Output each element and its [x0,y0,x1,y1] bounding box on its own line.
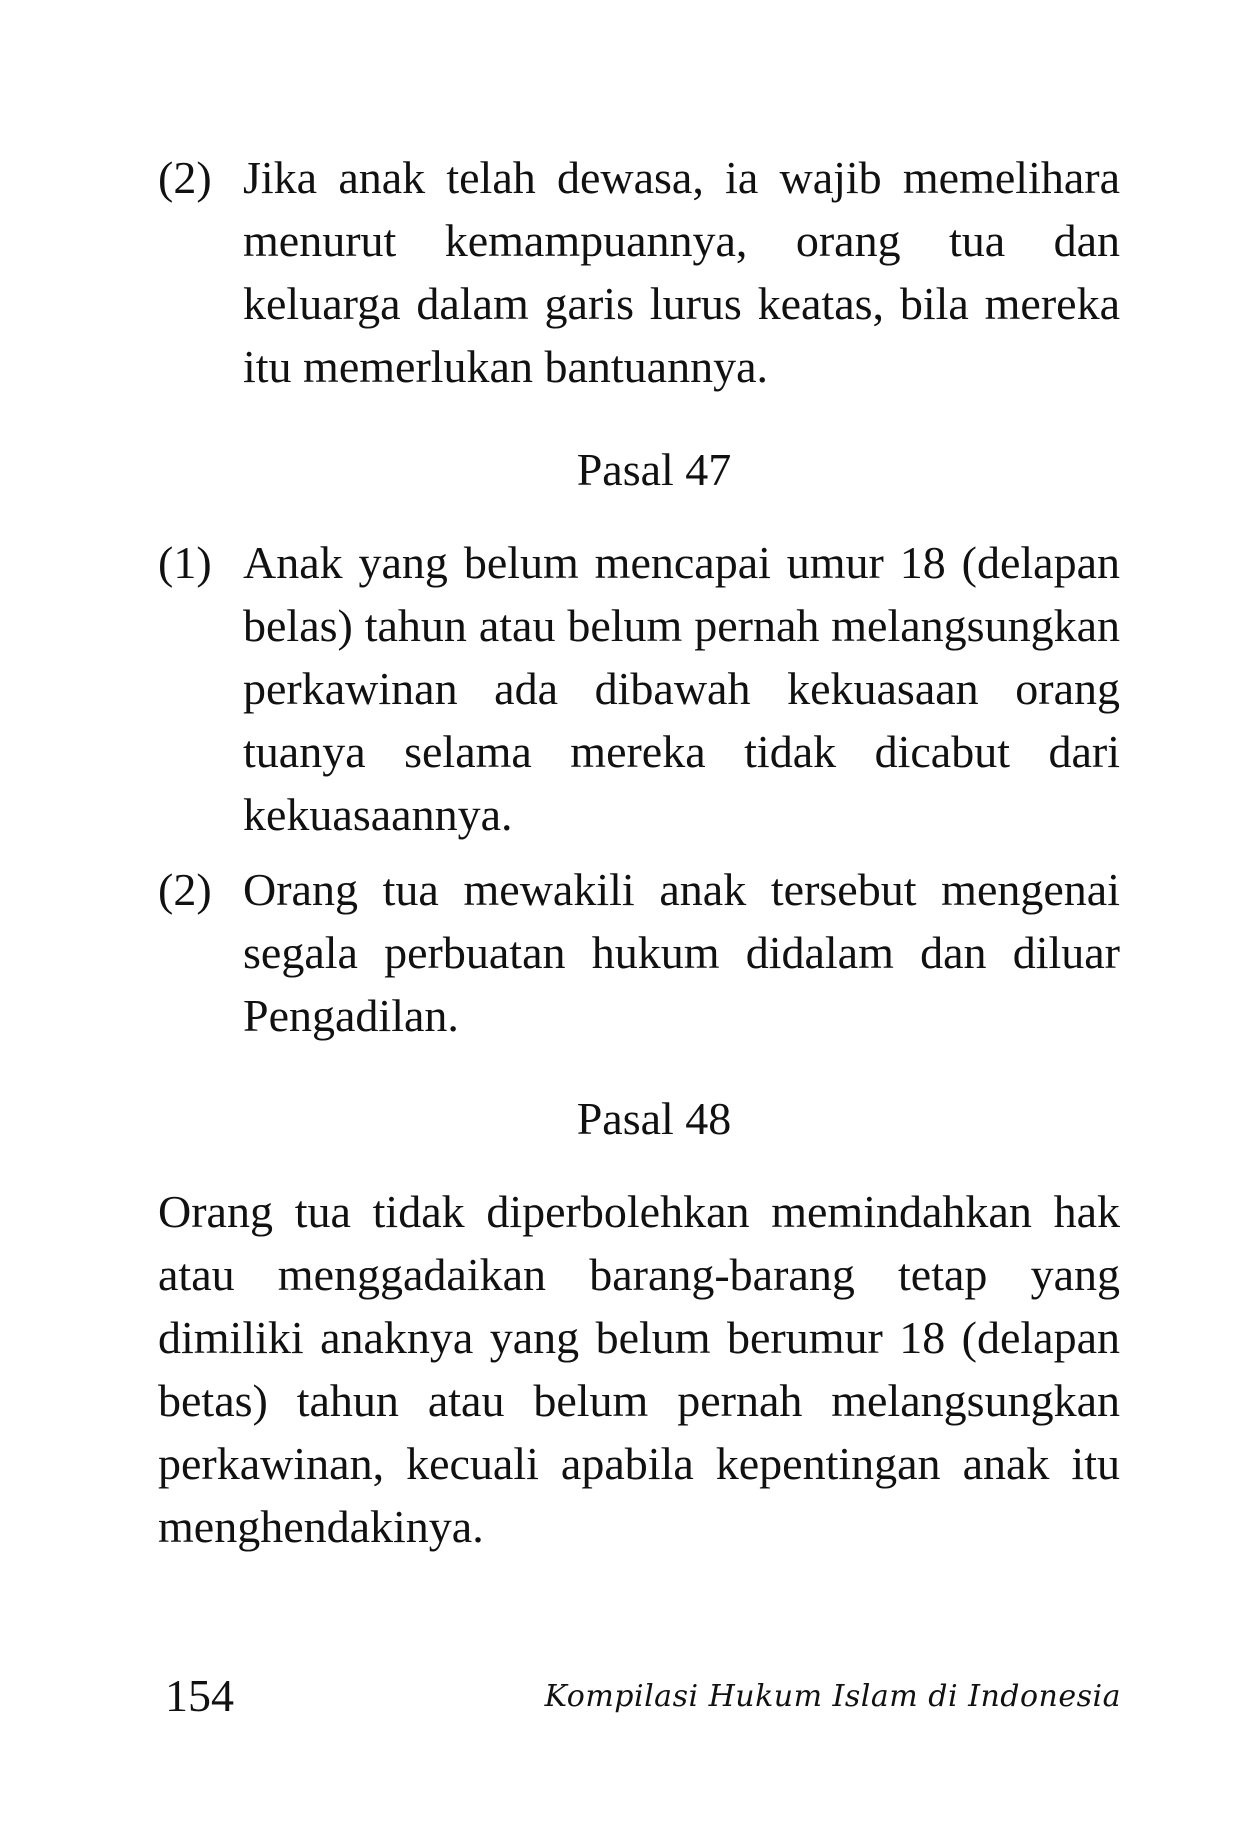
item-text: Anak yang belum mencapai umur 18 (delapan belas) tahun atau belum pernah melangsungkan perkawinan ada dibawah kekuasaan orang tuanya selama mereka tidak dicabut dari kekuasaannya. [243,537,1120,840]
item-number: (2) [158,152,212,203]
running-footer-title: Kompilasi Hukum Islam di Indonesia [544,1679,1121,1714]
article-item [158,146,1120,398]
article-heading: Pasal 48 [576,1093,732,1144]
item-text: Jika anak telah dewasa, ia wajib memelihara menurut kemampuannya, orang tua dan keluarga dalam garis lurus keatas, bila mereka itu memerlukan bantuannya. [243,152,1120,392]
article-item [158,858,1120,1047]
article-paragraph: Orang tua tidak diperbolehkan memindahkan hak atau menggadaikan barang-barang tetap yang dimiliki anaknya yang belum berumur 18 (delapan betas) tahun atau belum pernah melangsungkan perkawinan, kecuali apabila kepentingan anak itu menghendakinya. [158,1186,1120,1552]
page-content [158,146,1120,1558]
page-number: 154 [165,1670,234,1721]
item-text: Orang tua mewakili anak tersebut mengenai segala perbuatan hukum didalam dan diluar Pengadilan. [243,864,1120,1041]
item-number: (2) [158,864,212,915]
article-item [158,531,1120,846]
article-heading: Pasal 47 [576,444,732,495]
item-number: (1) [158,537,212,588]
